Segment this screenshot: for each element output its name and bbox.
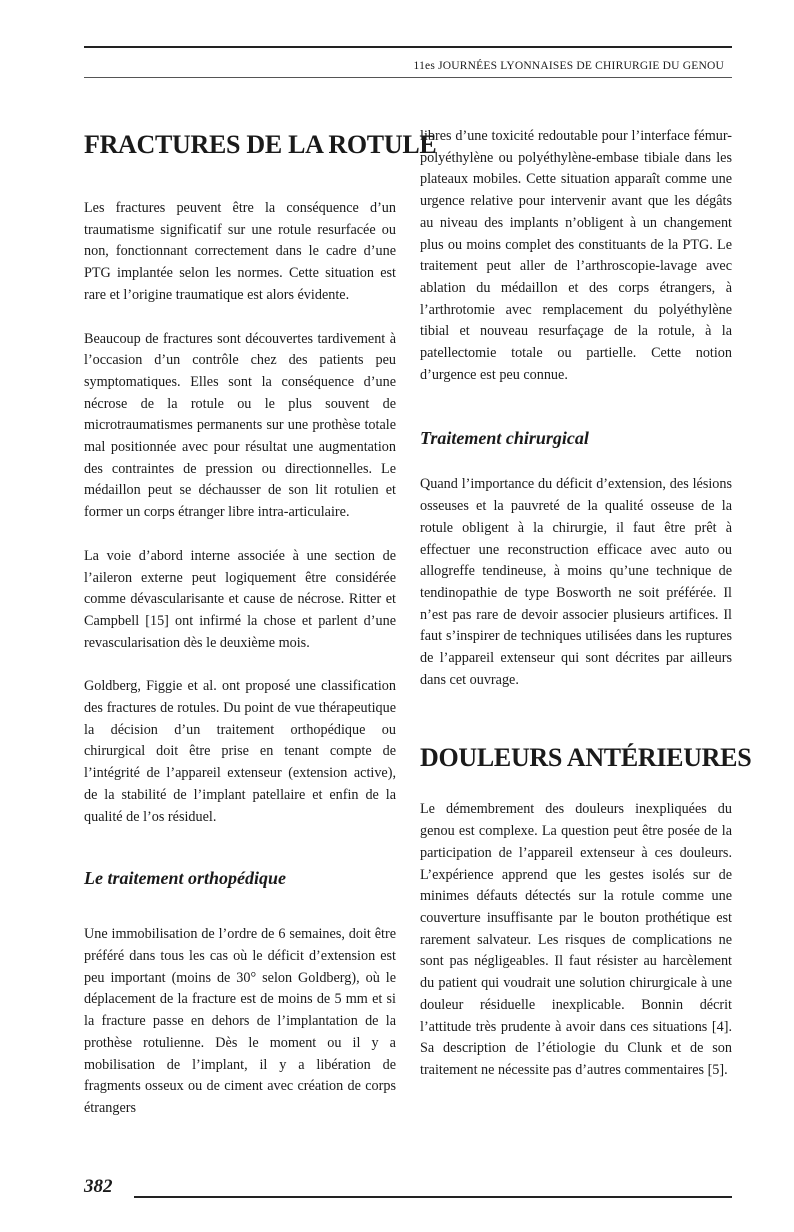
section-title-anterior-pain: DOULEURS ANTÉRIEURES xyxy=(420,743,752,773)
left-column xyxy=(84,126,437,1120)
footer-rule xyxy=(134,1196,732,1198)
subsection-title-surgical: Traitement chirurgical xyxy=(420,428,589,449)
paragraph-fractures-intro: Les fractures peuvent être la conséquence d’un traumatisme significatif sur une rotule resurfacée ou non, fonctionnant correctement dans le cadre d’une PTG implantée selon les normes. Cette situation est rare et l’origine traumatique est alors évidente. xyxy=(84,200,396,303)
subsection-title-orthopedic: Le traitement orthopédique xyxy=(84,868,286,889)
header-rule-bottom xyxy=(84,77,732,78)
page-number: 382 xyxy=(84,1176,113,1197)
paragraph-surgical-treatment: Quand l’importance du déficit d’extension, des lésions osseuses et la pauvreté de la qualité osseuse de la rotule obligent à la chirurgie, il faut être prêt à effectuer une reconstruction efficace avec auto ou allogreffe tendineuse, à moins qu’une technique de tendinopathie de type Bosworth ne soit préférée. Il n’est pas rare de devoir associer plusieurs artifices. Il faut s’inspirer de techniques utilisées dans les ruptures de l’appareil extenseur qui sont décrites par ailleurs dans cet ouvrage. xyxy=(420,476,732,688)
paragraph-surgical-approach: La voie d’abord interne associée à une section de l’aileron externe peut logiquement être considérée comme dévascularisante et cause de nécrose. Ritter et Campbell [15] ont infirmé la chose et parlent d’une revascularisation dès le deuxième mois. xyxy=(84,547,396,651)
section-title-fractures: FRACTURES DE LA ROTULE xyxy=(84,130,437,159)
right-column xyxy=(420,126,752,1082)
paragraph-anterior-pain: Le démembrement des douleurs inexpliquées du genou est complexe. La question peut être posée de la participation de l’appareil extenseur à ces douleurs. L’expérience apprend que les gestes isolés sur de minimes défauts détectés sur la rotule comme une couverture insuffisante par le bouton prothétique est rarement salvateur. Les risques de complications ne sont pas négligeables. Il faut résister au harcèlement du patient qui voudrait une solution chirurgicale à une douleur résiduelle inexplicable. Bonnin décrit l’attitude très prudente à avoir dans ces situations [4]. Sa description de l’étiologie du Clunk et de son traitement ne nécessite pas d’autres commentaires [5]. xyxy=(420,801,732,1078)
paragraph-late-discovery: Beaucoup de fractures sont découvertes tardivement à l’occasion d’un contrôle chez des patients peu symptomatiques. Elles sont la conséquence d’une nécrose de la rotule ou le plus souvent de microtraumatismes permanents sur une prothèse totale mal positionnée avec pour résultat une augmentation des contraintes de pression ou directionnelles. Le médaillon peut se déchausser de son lit rotulien et former un corps étranger libre intra-articulaire. xyxy=(84,330,396,521)
running-header: 11es JOURNÉES LYONNAISES DE CHIRURGIE DU GENOU xyxy=(413,60,724,72)
paragraph-classification: Goldberg, Figgie et al. ont proposé une classification des fractures de rotules. Du point de vue thérapeutique la décision d’un traitement orthopédique ou chirurgical doit être prise en tenant compte de l’intégrité de l’appareil extenseur (extension active), de la stabilité de l’implant patellaire et enfin de la qualité de l’os résiduel. xyxy=(84,678,396,825)
paragraph-orthopedic-treatment: Une immobilisation de l’ordre de 6 semaines, doit être préféré dans tous les cas où le déficit d’extension est peu important (moins de 30° selon Goldberg), où le déplacement de la fracture est de moins de 5 mm et si la fracture passe en dehors de l’implantation de la prothèse rotulienne. Dès le moment ou il y a mobilisation de l’implant, il y a libération de fragments osseux ou de ciment avec création de corps étrangers xyxy=(84,926,396,1116)
paragraph-continued: libres d’une toxicité redoutable pour l’interface fémur-polyéthylène ou polyéthylène-embase tibiale dans les plateaux mobiles. Cette situation apparaît comme une urgence relative pour intervenir avant que les dégâts au niveau des implants n’obligent à un changement plus ou moins complet des constituants de la PTG. Le traitement peut aller de l’arthroscopie-lavage avec ablation du médaillon et des corps étrangers, à l’arthrotomie avec remplacement du polyéthylène tibial et nouveau resurfaçage de la rotule, à la patellectomie totale ou partielle. Cette notion d’urgence est peu connue. xyxy=(420,128,732,383)
header-rule-top xyxy=(84,46,732,48)
